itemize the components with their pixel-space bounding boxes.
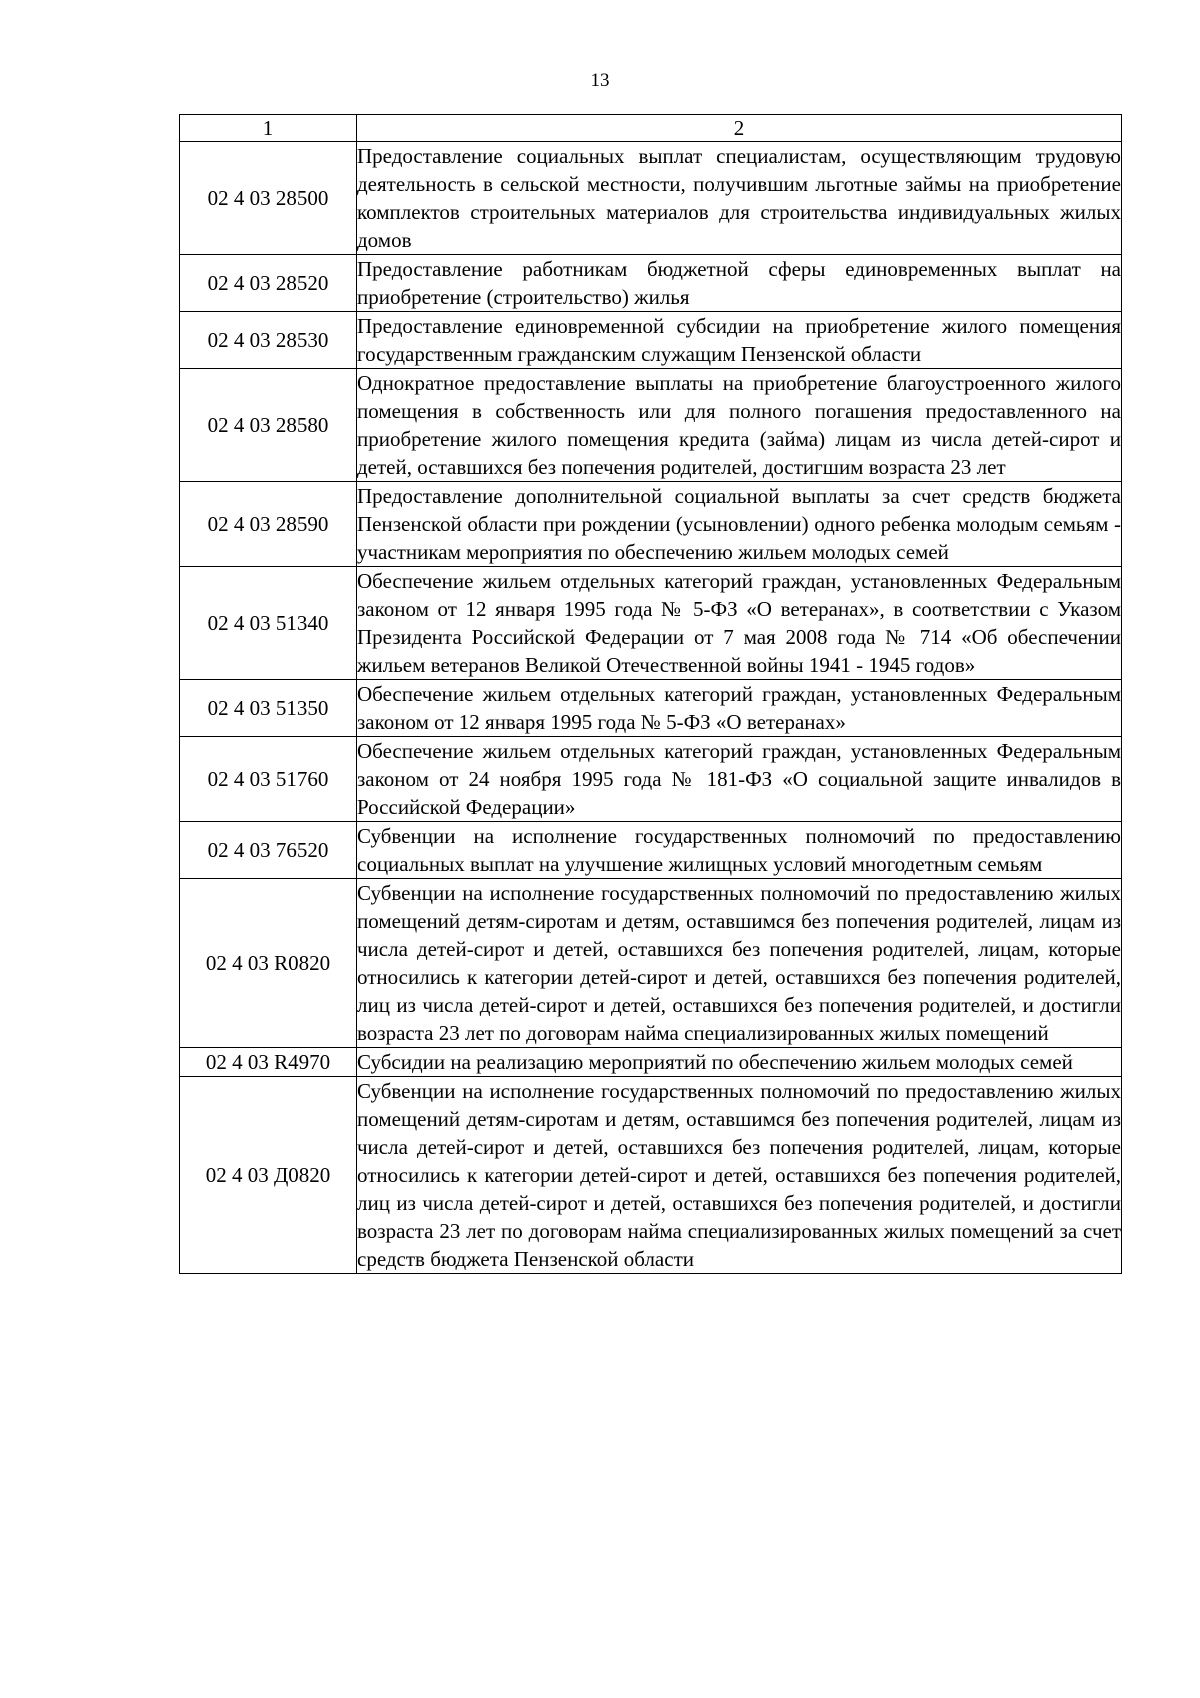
row-code: 02 4 03 28580 — [180, 369, 357, 482]
table-row — [180, 737, 1122, 822]
table-row — [180, 482, 1122, 567]
table-row — [180, 567, 1122, 680]
row-code: 02 4 03 51760 — [180, 737, 357, 822]
row-description: Субвенции на исполнение государственных полномочий по предоставлению социальных выплат на улучшение жилищных условий многодетным семьям — [357, 822, 1122, 879]
row-description: Субвенции на исполнение государственных полномочий по предоставлению жилых помещений детям-сиротам и детям, оставшимся без попечения родителей, лицам из числа детей-сирот и детей, оставшихся без попечения родителей, лицам, которые относились к категории детей-сирот и детей, оставшихся без попечения родителей, лиц из числа детей-сирот и детей, оставшихся без попечения родителей, и достигли возраста 23 лет по договорам найма специализированных жилых помещений — [357, 879, 1122, 1048]
row-code: 02 4 03 51340 — [180, 567, 357, 680]
row-description: Однократное предоставление выплаты на приобретение благоустроенного жилого помещения в собственность или для полного погашения предоставленного на приобретение жилого помещения кредита (займа) лицам из числа детей-сирот и детей, оставшихся без попечения родителей, достигшим возраста 23 лет — [357, 369, 1122, 482]
row-description: Субсидии на реализацию мероприятий по обеспечению жильем молодых семей — [357, 1048, 1122, 1077]
row-code: 02 4 03 28530 — [180, 312, 357, 369]
table-row — [180, 255, 1122, 312]
column-header-1: 1 — [180, 115, 357, 142]
table-row — [180, 879, 1122, 1048]
row-code: 02 4 03 28590 — [180, 482, 357, 567]
table-header-row — [180, 115, 1122, 142]
table-row — [180, 822, 1122, 879]
row-code: 02 4 03 R0820 — [180, 879, 357, 1048]
row-description: Предоставление работникам бюджетной сферы единовременных выплат на приобретение (строительство) жилья — [357, 255, 1122, 312]
row-code: 02 4 03 28520 — [180, 255, 357, 312]
row-code: 02 4 03 Д0820 — [180, 1077, 357, 1274]
row-code: 02 4 03 51350 — [180, 680, 357, 737]
row-description: Субвенции на исполнение государственных полномочий по предоставлению жилых помещений детям-сиротам и детям, оставшимся без попечения родителей, лицам из числа детей-сирот и детей, оставшихся без попечения родителей, лицам, которые относились к категории детей-сирот и детей, оставшихся без попечения родителей, лиц из числа детей-сирот и детей, оставшихся без попечения родителей, и достигли возраста 23 лет по договорам найма специализированных жилых помещений за счет средств бюджета Пензенской области — [357, 1077, 1122, 1274]
table-row — [180, 369, 1122, 482]
budget-codes-table — [179, 114, 1122, 1274]
row-code: 02 4 03 R4970 — [180, 1048, 357, 1077]
row-description: Предоставление социальных выплат специалистам, осуществляющим трудовую деятельность в сельской местности, получившим льготные займы на приобретение комплектов строительных материалов для строительства индивидуальных жилых домов — [357, 142, 1122, 255]
row-description: Обеспечение жильем отдельных категорий граждан, установленных Федеральным законом от 12 января 1995 года № 5-ФЗ «О ветеранах» — [357, 680, 1122, 737]
table-row — [180, 312, 1122, 369]
page-number: 13 — [590, 70, 610, 91]
row-description: Предоставление дополнительной социальной выплаты за счет средств бюджета Пензенской области при рождении (усыновлении) одного ребенка молодым семьям - участникам мероприятия по обеспечению жильем молодых семей — [357, 482, 1122, 567]
row-code: 02 4 03 76520 — [180, 822, 357, 879]
column-header-2: 2 — [357, 115, 1122, 142]
row-description: Обеспечение жильем отдельных категорий граждан, установленных Федеральным законом от 24 ноября 1995 года № 181-ФЗ «О социальной защите инвалидов в Российской Федерации» — [357, 737, 1122, 822]
row-description: Предоставление единовременной субсидии на приобретение жилого помещения государственным гражданским служащим Пензенской области — [357, 312, 1122, 369]
table-row — [180, 680, 1122, 737]
table-row — [180, 1048, 1122, 1077]
row-code: 02 4 03 28500 — [180, 142, 357, 255]
row-description: Обеспечение жильем отдельных категорий граждан, установленных Федеральным законом от 12 января 1995 года № 5-ФЗ «О ветеранах», в соответствии с Указом Президента Российской Федерации от 7 мая 2008 года № 714 «Об обеспечении жильем ветеранов Великой Отечественной войны 1941 - 1945 годов» — [357, 567, 1122, 680]
table-row — [180, 142, 1122, 255]
table-row — [180, 1077, 1122, 1274]
